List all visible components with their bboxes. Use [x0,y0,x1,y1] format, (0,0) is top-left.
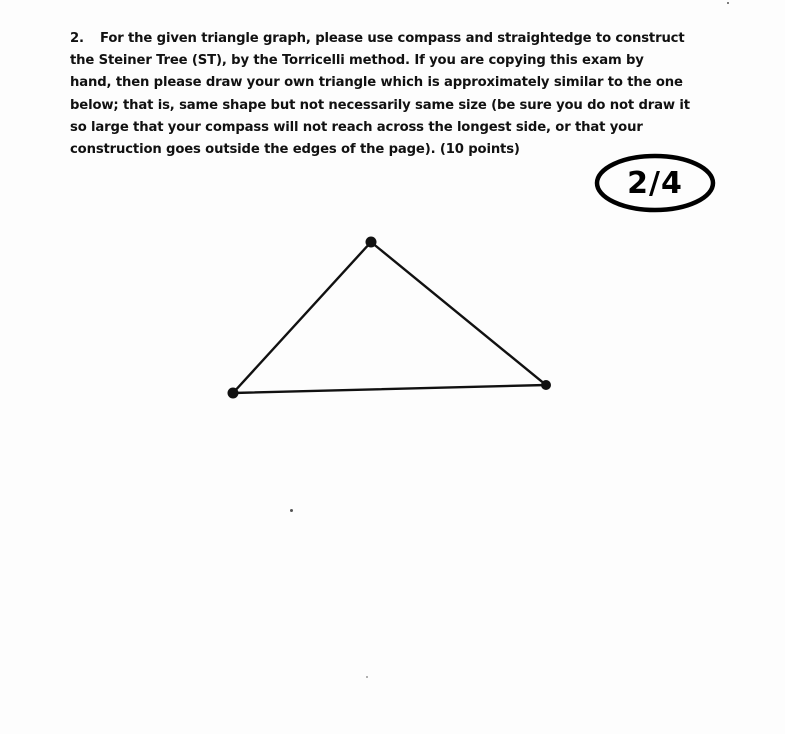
paper-speck [366,676,368,678]
question-line-4: below; that is, same shape but not necessarily same size (be sure you do not draw it [70,97,690,113]
question-line-5: so large that your compass will not reach across the longest side, or that your [70,119,643,135]
triangle-vertex-right [541,380,551,390]
triangle-edge-left [233,242,371,393]
triangle-vertex-left [228,388,239,399]
paper-speck [290,509,293,512]
paper-speck [727,2,729,4]
grade-score: 2/4 [627,165,683,201]
question-line-2: the Steiner Tree (ST), by the Torricelli method. If you are copying this exam by [70,53,644,69]
triangle-edge-right [371,242,546,385]
question-line-3: hand, then please draw your own triangle which is approximately similar to the one [70,75,683,91]
triangle-edge-base [233,385,546,393]
triangle-vertex-top [366,237,377,248]
question-number: 2. [70,31,84,46]
question-line-1-text: For the given triangle graph, please use compass and straightedge to construct [100,31,685,46]
question-line-6: construction goes outside the edges of the page). (10 points) [70,142,520,158]
